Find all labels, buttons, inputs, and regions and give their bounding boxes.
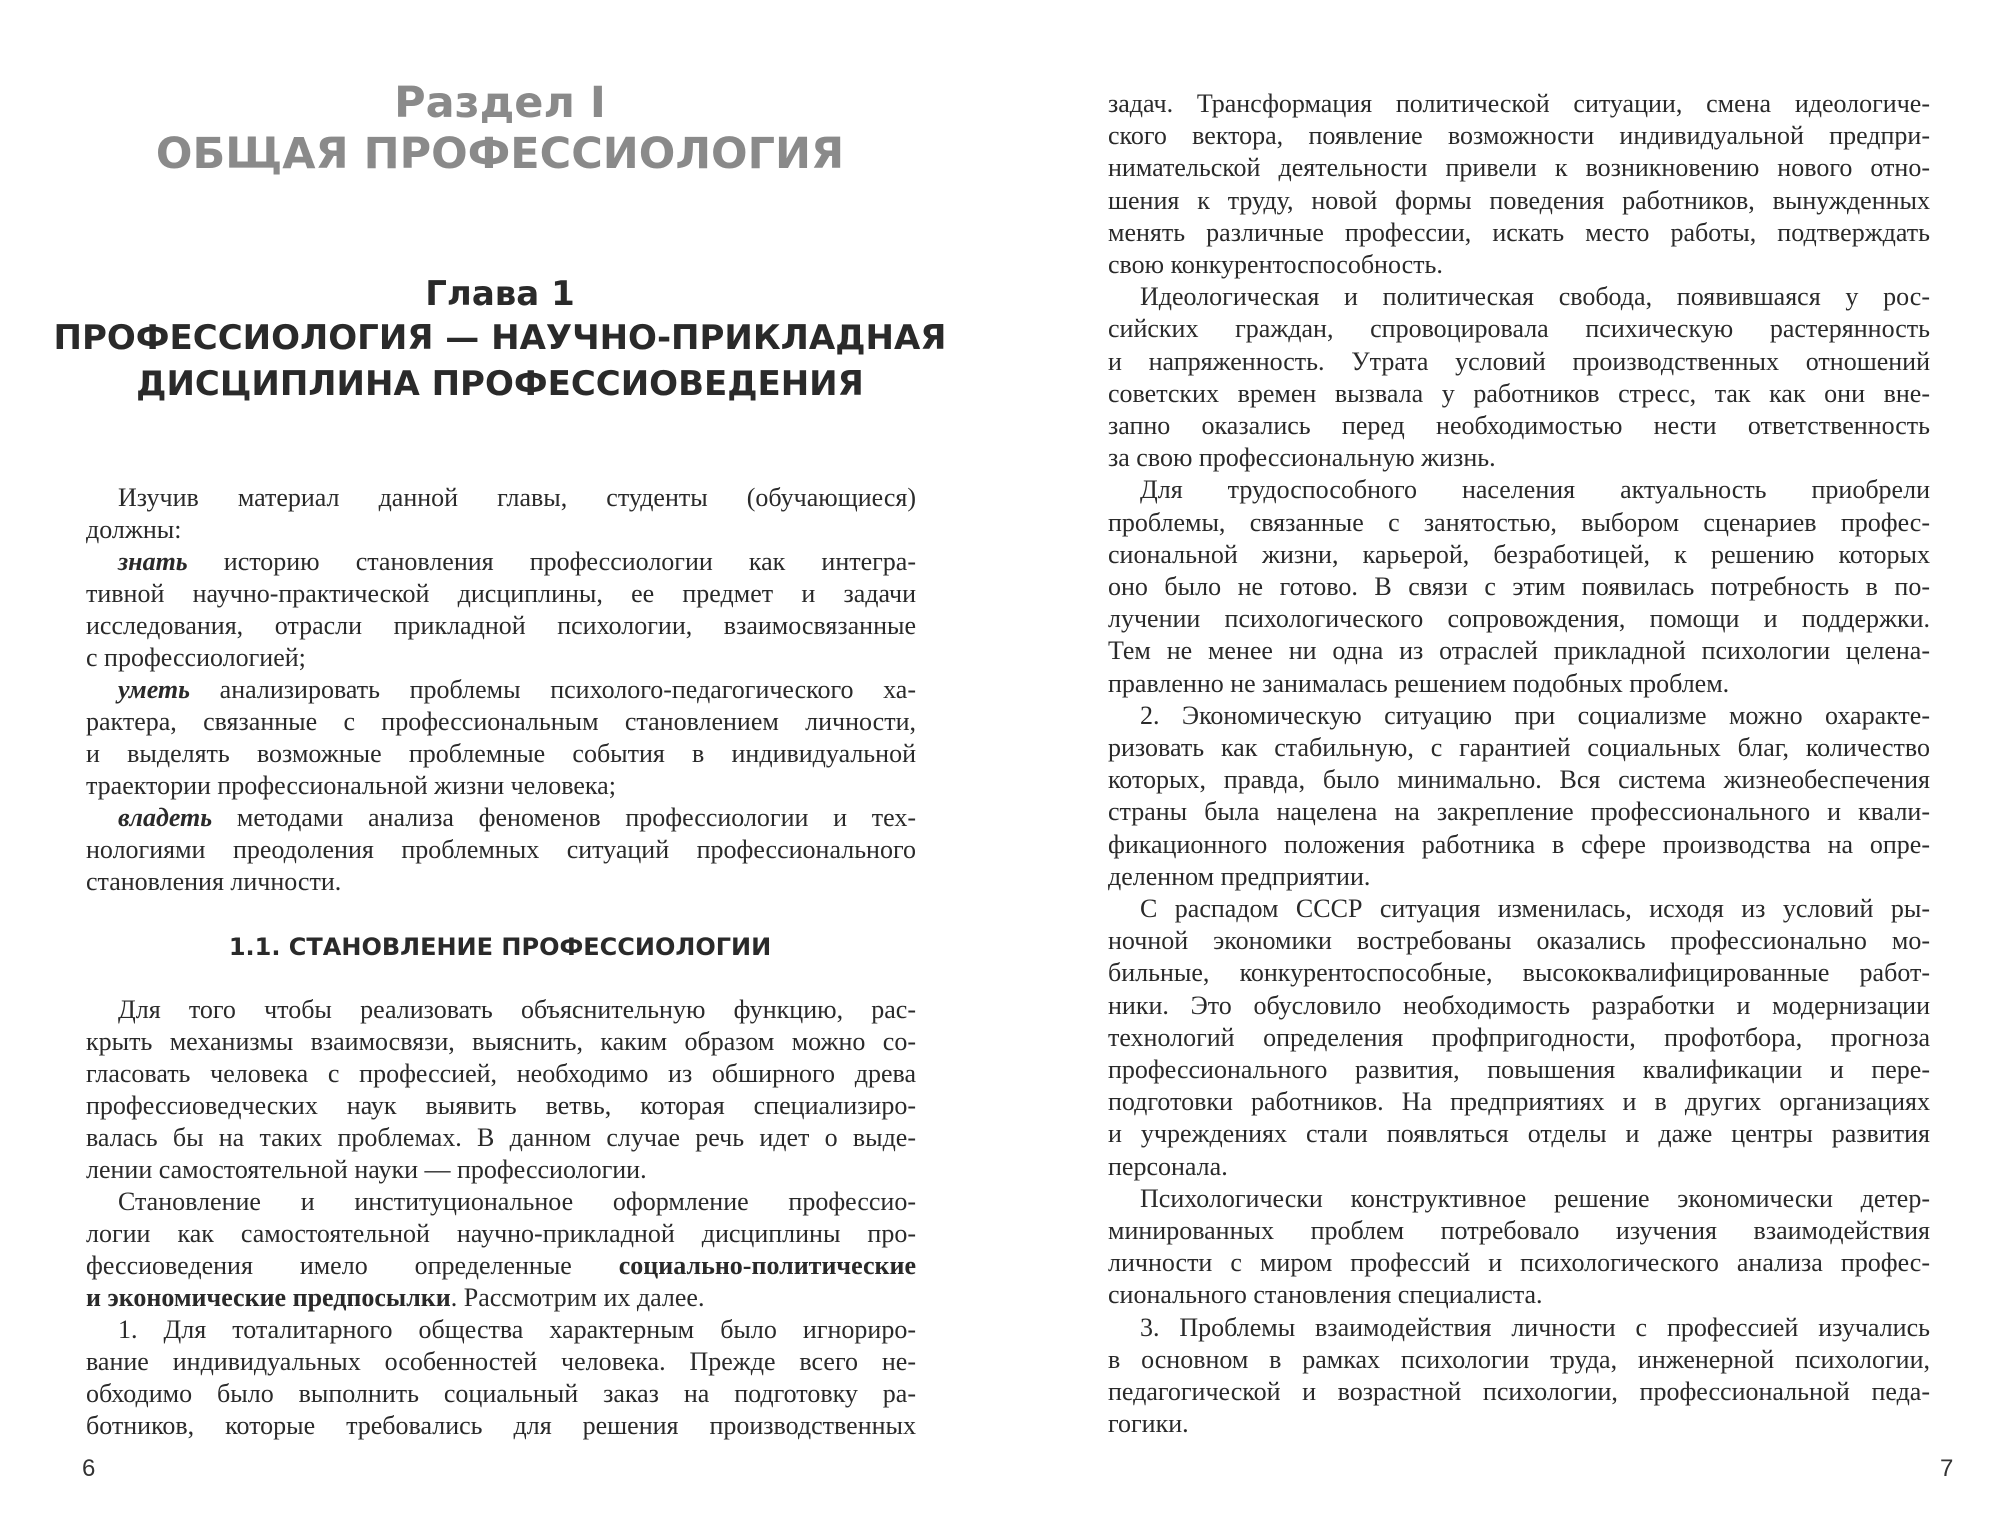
body-line: бильные, конкурентоспособные, высококвалифицированные работ- [1108,958,1930,987]
body-line: рактера, связанные с профессиональным становлением личности, [86,707,916,736]
body-line: валась бы на таких проблемах. В данном случае речь идет о выде- [86,1123,916,1152]
body-line: 3. Проблемы взаимодействия личности с профессией изучались [1140,1313,1930,1342]
subsection-title: 1.1. СТАНОВЛЕНИЕ ПРОФЕССИОЛОГИИ [228,933,772,961]
body-line: подготовки работников. На предприятиях и в других организациях [1108,1087,1930,1116]
body-line: ризовать как стабильную, с гарантией социальных благ, количество [1108,733,1930,762]
section-label: Раздел I [394,78,606,128]
body-line: Тем не менее ни одна из отраслей прикладной психологии целена- [1108,636,1930,665]
body-line: Идеологическая и политическая свобода, появившаяся у рос- [1140,282,1930,311]
body-line: шения к труду, новой формы поведения работников, вынужденных [1108,186,1930,215]
body-line: тивной научно-практической дисциплины, ее предмет и задачи [86,579,916,608]
body-line: С распадом СССР ситуация изменилась, исходя из условий ры- [1140,894,1930,923]
body-line: ботников, которые требовались для решения производственных [86,1411,916,1440]
chapter-title-line: ПРОФЕССИОЛОГИЯ — НАУЧНО-ПРИКЛАДНАЯ [53,318,947,358]
body-line: и выделять возможные проблемные события в индивидуальной [86,739,916,768]
body-text: . Рассмотрим их далее. [450,1283,705,1312]
chapter-label: Глава 1 [425,274,575,314]
chapter-title-line: ДИСЦИПЛИНА ПРОФЕССИОВЕДЕНИЯ [136,364,864,404]
body-line: в основном в рамках психологии труда, инженерной психологии, [1108,1345,1930,1374]
body-text: фессиоведения имело определенные [86,1251,619,1280]
bold-text: социально-политические [618,1251,916,1280]
body-line: технологий определения профпригодности, профотбора, прогноза [1108,1023,1930,1052]
body-line: 1. Для тоталитарного общества характерным было игнориро- [118,1315,916,1344]
body-line: деленном предприятии. [1108,862,1371,891]
know-line [118,546,916,578]
own-line [118,802,916,834]
body-line: Изучив материал данной главы, студенты (обучающиеся) [118,483,916,512]
body-line: 2. Экономическую ситуацию при социализме можно охаракте- [1140,701,1930,730]
body-line: профессионального развития, повышения квалификации и пере- [1108,1055,1930,1084]
body-line [86,1250,916,1282]
body-line: вание индивидуальных особенностей человека. Прежде всего не- [86,1347,916,1376]
can-text: анализировать проблемы психолого-педагогического ха- [190,675,916,704]
body-line: которых, правда, было минимально. Вся система жизнеобеспечения [1108,765,1930,794]
body-line: Для трудоспособного населения актуальность приобрели [1140,475,1930,504]
body-line: оно было не готово. В связи с этим появилась потребность в по- [1108,572,1930,601]
body-line: лучении психологического сопровождения, помощи и поддержки. [1108,604,1930,633]
body-line: проблемы, связанные с занятостью, выбором сценариев профес- [1108,508,1930,537]
know-text: историю становления профессиологии как интегра- [187,547,916,576]
can-line [118,674,916,706]
body-line: личности с миром профессий и психологического анализа профес- [1108,1248,1930,1277]
chapter-title [0,315,1000,407]
body-line: гогики. [1108,1409,1189,1438]
body-line: за свою профессиональную жизнь. [1108,443,1496,472]
body-line: траектории профессиональной жизни человека; [86,771,616,800]
body-line: ночной экономики востребованы оказались профессионально мо- [1108,926,1930,955]
body-line: минированных проблем потребовало изучения взаимодействия [1108,1216,1930,1245]
know-term: знать [118,547,188,576]
body-line: нимательской деятельности привели к возникновению нового отно- [1108,153,1930,182]
body-line: ники. Это обусловило необходимость разработки и модернизации [1108,991,1930,1020]
body-line: сионального становления специалиста. [1108,1280,1543,1309]
body-line: педагогической и возрастной психологии, профессиональной педа- [1108,1377,1930,1406]
body-line [86,1282,916,1314]
own-text: методами анализа феноменов профессиологии и тех- [212,803,916,832]
body-line: гласовать человека с профессией, необходимо из обширного древа [86,1059,916,1088]
page-number: 6 [82,1455,96,1482]
body-line: должны: [86,515,182,544]
body-line: правленно не занималась решением подобных проблем. [1108,669,1730,698]
body-line: фикационного положения работника в сфере производства на опре- [1108,830,1930,859]
body-line: и учреждениях стали появляться отделы и даже центры развития [1108,1119,1930,1148]
body-line: обходимо было выполнить социальный заказ на подготовку ра- [86,1379,916,1408]
section-title: ОБЩАЯ ПРОФЕССИОЛОГИЯ [155,129,845,179]
body-line: свою конкурентоспособность. [1108,250,1443,279]
bold-text: и экономические предпосылки [86,1283,451,1312]
body-line: страны была нацелена на закрепление профессионального и квали- [1108,797,1930,826]
body-line: советских времен вызвала у работников стресс, так как они вне- [1108,379,1930,408]
body-line: Становление и институциональное оформление профессио- [118,1187,916,1216]
body-line: менять различные профессии, искать место работы, подтверждать [1108,218,1930,247]
body-line: персонала. [1108,1152,1228,1181]
body-line: запно оказались перед необходимостью нести ответственность [1108,411,1930,440]
body-line: становления личности. [86,867,342,896]
body-line: Для того чтобы реализовать объяснительную функцию, рас- [118,995,916,1024]
own-term: владеть [118,803,213,832]
body-line: нологиями преодоления проблемных ситуаций профессионального [86,835,916,864]
body-line: ского вектора, появление возможности индивидуальной предпри- [1108,121,1930,150]
can-term: уметь [118,675,191,704]
body-line: крыть механизмы взаимосвязи, выяснить, каким образом можно со- [86,1027,916,1056]
body-line: сийских граждан, спровоцировала психическую растерянность [1108,314,1930,343]
body-line: Психологически конструктивное решение экономически детер- [1140,1184,1930,1213]
body-line: с профессиологией; [86,643,306,672]
page-number: 7 [1940,1455,1954,1482]
body-line: исследования, отрасли прикладной психологии, взаимосвязанные [86,611,916,640]
body-line: сиональной жизни, карьерой, безработицей, к решению которых [1108,540,1930,569]
body-line: профессиоведческих наук выявить ветвь, которая специализиро- [86,1091,916,1120]
body-line: и напряженность. Утрата условий производственных отношений [1108,347,1930,376]
right-page [1000,0,2000,1524]
body-line: лении самостоятельной науки — профессиологии. [86,1155,647,1184]
body-line: логии как самостоятельной научно-прикладной дисциплины про- [86,1219,916,1248]
body-line: задач. Трансформация политической ситуации, смена идеологиче- [1108,89,1930,118]
